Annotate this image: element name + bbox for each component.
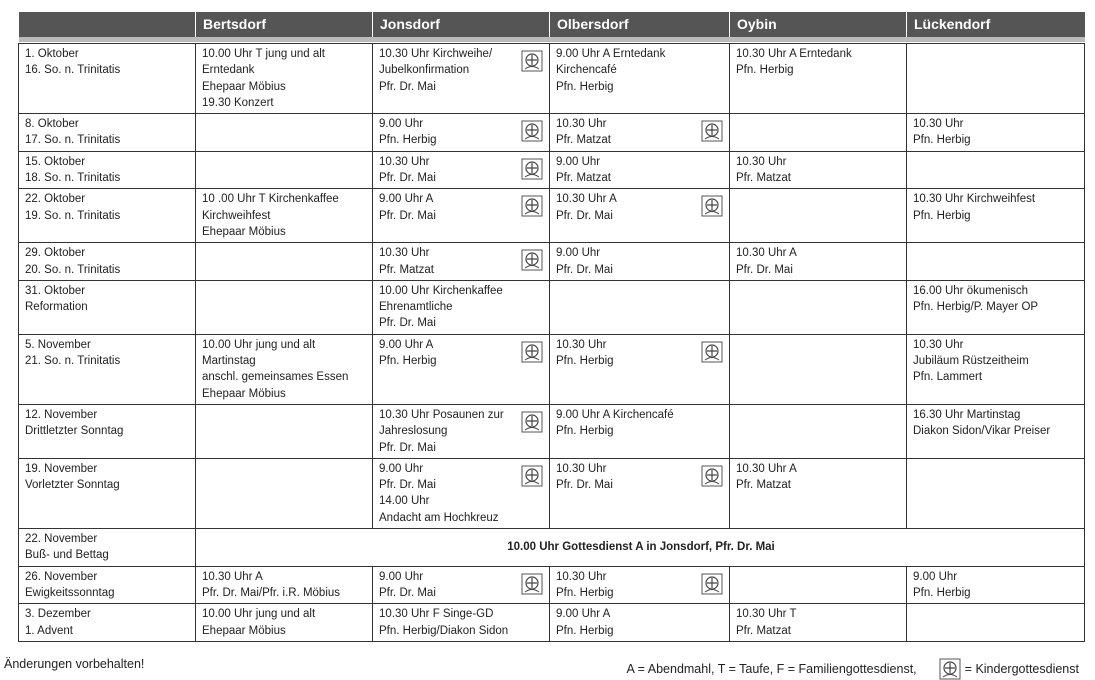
cell-olbersdorf <box>550 114 730 152</box>
date-label: 5. November <box>25 338 91 351</box>
cell-bertsdorf <box>196 458 373 528</box>
service-line: Kirchweihfest <box>202 209 271 222</box>
cell-oybin <box>730 566 907 604</box>
service-line: Pfr. Dr. Mai <box>379 586 436 599</box>
service-line: 10.00 Uhr jung und alt <box>202 338 316 351</box>
kindergottesdienst-icon <box>521 341 543 363</box>
service-line: Pfr. Dr. Mai <box>379 317 436 330</box>
table-row <box>19 44 1085 114</box>
cell-olbersdorf <box>550 404 730 458</box>
service-line: Pfr. Matzat <box>556 172 611 185</box>
sunday-name: Vorletzter Sonntag <box>25 479 120 492</box>
cell-jonsdorf <box>373 566 550 604</box>
cell-oybin <box>730 243 907 281</box>
kindergottesdienst-icon <box>701 573 723 595</box>
cell-lueckendorf <box>907 151 1085 189</box>
service-line: Ehepaar Möbius <box>202 387 286 400</box>
service-line: 10.30 Uhr A <box>202 570 263 583</box>
service-line: 9.00 Uhr A Erntedank <box>556 48 666 60</box>
cell-bertsdorf <box>196 566 373 604</box>
service-line: 19.30 Konzert <box>202 96 274 109</box>
sunday-name: 1. Advent <box>25 624 73 637</box>
date-cell <box>19 458 196 528</box>
cell-olbersdorf <box>550 334 730 404</box>
cell-lueckendorf <box>907 458 1085 528</box>
service-line: 10.30 Uhr A <box>736 462 797 475</box>
date-cell <box>19 151 196 189</box>
table-row <box>19 404 1085 458</box>
service-line: Martinstag <box>202 355 256 368</box>
service-line: Pfr. Matzat <box>736 479 791 492</box>
service-line: Pfn. Herbig <box>913 586 971 599</box>
date-cell <box>19 604 196 642</box>
service-line: Diakon Sidon/Vikar Preiser <box>913 425 1051 438</box>
cell-lueckendorf <box>907 404 1085 458</box>
service-line: Jahreslosung <box>379 425 448 438</box>
kindergottesdienst-icon <box>701 120 723 142</box>
service-line: 10.30 Uhr <box>379 247 430 260</box>
date-label: 3. Dezember <box>25 608 91 621</box>
service-line: Pfn. Herbig <box>556 80 614 93</box>
service-line: Pfr. Matzat <box>736 172 791 185</box>
service-line: 9.00 Uhr A <box>379 193 434 206</box>
table-row <box>19 189 1085 243</box>
date-label: 12. November <box>25 408 98 421</box>
service-line: Pfn. Herbig <box>556 355 614 368</box>
service-line: 9.00 Uhr <box>379 462 424 475</box>
sunday-name: 21. So. n. Trinitatis <box>25 355 121 368</box>
cell-olbersdorf <box>550 151 730 189</box>
cell-bertsdorf <box>196 280 373 334</box>
service-line: 10.30 Uhr <box>556 118 607 131</box>
cell-bertsdorf <box>196 334 373 404</box>
cell-oybin <box>730 604 907 642</box>
cell-jonsdorf <box>373 458 550 528</box>
header-row <box>19 12 1085 37</box>
cell-bertsdorf <box>196 604 373 642</box>
service-line: Pfn. Herbig <box>379 134 437 147</box>
cell-jonsdorf <box>373 604 550 642</box>
service-line: Andacht am Hochkreuz <box>379 511 499 524</box>
service-line: Ehepaar Möbius <box>202 80 286 93</box>
service-line: Pfn. Herbig <box>736 64 794 77</box>
table-row <box>19 114 1085 152</box>
cell-oybin <box>730 404 907 458</box>
cell-bertsdorf <box>196 189 373 243</box>
legend-kindergottesdienst: = Kindergottesdienst <box>964 662 1079 676</box>
service-line: 10.30 Uhr A Erntedank <box>736 48 852 60</box>
service-line: 9.00 Uhr <box>379 570 424 583</box>
cell-bertsdorf <box>196 114 373 152</box>
service-line: 16.30 Uhr Martinstag <box>913 408 1021 421</box>
service-line: Pfn. Herbig <box>556 425 614 438</box>
kindergottesdienst-icon <box>939 658 961 680</box>
table-row <box>19 334 1085 404</box>
date-cell <box>19 44 196 114</box>
service-line: 9.00 Uhr <box>913 570 958 583</box>
merged-service-cell: 10.00 Uhr Gottesdienst A in Jonsdorf, Pfr. Dr. Mai <box>196 529 1085 567</box>
cell-jonsdorf <box>373 151 550 189</box>
service-line: 10.30 Uhr Kirchweihe/ <box>379 48 493 60</box>
cell-olbersdorf <box>550 243 730 281</box>
service-line: Pfr. Dr. Mai <box>556 479 613 492</box>
cell-oybin <box>730 189 907 243</box>
date-cell <box>19 243 196 281</box>
cell-olbersdorf <box>550 566 730 604</box>
cell-lueckendorf <box>907 44 1085 114</box>
service-line: 10.30 Uhr T <box>736 608 797 621</box>
sunday-name: Reformation <box>25 301 88 314</box>
service-line: Pfr. Dr. Mai <box>379 209 436 222</box>
cell-olbersdorf <box>550 189 730 243</box>
service-line: Pfn. Herbig <box>913 209 971 222</box>
cell-lueckendorf <box>907 604 1085 642</box>
table-row <box>19 529 1085 567</box>
date-cell <box>19 566 196 604</box>
service-line: Pfr. Dr. Mai <box>379 172 436 185</box>
service-line: Pfr. Dr. Mai/Pfr. i.R. Möbius <box>202 586 341 599</box>
service-line: 9.00 Uhr A Kirchencafé <box>556 408 674 421</box>
footer-note: Änderungen vorbehalten! <box>4 657 145 671</box>
cell-oybin <box>730 114 907 152</box>
service-line: 10.00 Uhr jung und alt <box>202 608 316 621</box>
cell-jonsdorf <box>373 280 550 334</box>
service-line: 9.00 Uhr <box>556 155 601 168</box>
kindergottesdienst-icon <box>701 341 723 363</box>
service-line: Ehepaar Möbius <box>202 624 286 637</box>
table-row <box>19 280 1085 334</box>
date-cell <box>19 280 196 334</box>
service-line: 10.30 Uhr <box>913 338 964 351</box>
kindergottesdienst-icon <box>521 158 543 180</box>
kindergottesdienst-icon <box>521 249 543 271</box>
service-line: Pfn. Herbig <box>379 355 437 368</box>
date-cell <box>19 189 196 243</box>
kindergottesdienst-icon <box>521 120 543 142</box>
service-line: 9.00 Uhr A <box>556 608 611 621</box>
service-line: Pfr. Dr. Mai <box>736 263 793 276</box>
sunday-name: Drittletzter Sonntag <box>25 425 124 438</box>
cell-lueckendorf <box>907 114 1085 152</box>
cell-jonsdorf <box>373 243 550 281</box>
service-line: 10.30 Uhr F Singe-GD <box>379 608 494 621</box>
service-line: Pfn. Herbig <box>556 624 614 637</box>
date-label: 22. November <box>25 533 98 546</box>
header-oybin: Oybin <box>730 12 907 37</box>
date-label: 8. Oktober <box>25 118 79 131</box>
cell-olbersdorf <box>550 458 730 528</box>
cell-jonsdorf <box>373 114 550 152</box>
sunday-name: 20. So. n. Trinitatis <box>25 263 121 276</box>
kindergottesdienst-icon <box>521 195 543 217</box>
service-line: Pfn. Herbig <box>556 586 614 599</box>
cell-oybin <box>730 334 907 404</box>
date-label: 31. Oktober <box>25 284 86 297</box>
header-jonsdorf: Jonsdorf <box>373 12 550 37</box>
service-line: Ehepaar Möbius <box>202 225 286 238</box>
sunday-name: 17. So. n. Trinitatis <box>25 134 121 147</box>
cell-bertsdorf <box>196 404 373 458</box>
kindergottesdienst-icon <box>521 465 543 487</box>
cell-oybin <box>730 458 907 528</box>
date-label: 1. Oktober <box>25 48 79 60</box>
sunday-name: 18. So. n. Trinitatis <box>25 172 121 185</box>
sunday-name: 19. So. n. Trinitatis <box>25 209 121 222</box>
service-line: Pfr. Dr. Mai <box>556 263 613 276</box>
service-line: 9.00 Uhr <box>379 118 424 131</box>
service-line: 9.00 Uhr <box>556 247 601 260</box>
kindergottesdienst-icon <box>521 573 543 595</box>
header-date <box>19 12 196 37</box>
cell-jonsdorf <box>373 189 550 243</box>
service-line: 10 .00 Uhr T Kirchenkaffee <box>202 193 339 206</box>
service-line: 16.00 Uhr ökumenisch <box>913 284 1029 297</box>
cell-lueckendorf <box>907 334 1085 404</box>
date-cell <box>19 529 196 567</box>
cell-jonsdorf <box>373 44 550 114</box>
service-schedule-table <box>18 12 1085 642</box>
service-line: Jubelkonfirmation <box>379 64 470 77</box>
cell-oybin <box>730 44 907 114</box>
cell-jonsdorf <box>373 334 550 404</box>
cell-lueckendorf <box>907 280 1085 334</box>
service-line: Pfr. Dr. Mai <box>379 80 436 93</box>
date-cell <box>19 114 196 152</box>
service-line: Erntedank <box>202 64 255 77</box>
header-bertsdorf: Bertsdorf <box>196 12 373 37</box>
service-line: 10.00 Uhr T jung und alt <box>202 48 325 60</box>
date-label: 26. November <box>25 570 98 583</box>
date-label: 22. Oktober <box>25 193 86 206</box>
cell-jonsdorf <box>373 404 550 458</box>
service-line: Pfr. Matzat <box>736 624 791 637</box>
service-line: 10.30 Uhr Posaunen zur <box>379 408 504 421</box>
table-row <box>19 151 1085 189</box>
table-row <box>19 243 1085 281</box>
service-line: 10.30 Uhr Kirchweihfest <box>913 193 1036 206</box>
service-line: Kirchencafé <box>556 64 617 77</box>
cell-olbersdorf <box>550 280 730 334</box>
sunday-name: Ewigkeitssonntag <box>25 586 115 599</box>
service-line: Pfn. Herbig/Diakon Sidon <box>379 624 509 637</box>
service-line: 10.30 Uhr A <box>556 193 617 206</box>
date-label: 19. November <box>25 462 98 475</box>
legend-text: A = Abendmahl, T = Taufe, F = Familiengottesdienst, <box>626 662 917 676</box>
service-line: Pfn. Herbig <box>913 134 971 147</box>
kindergottesdienst-icon <box>521 411 543 433</box>
cell-lueckendorf <box>907 189 1085 243</box>
kindergottesdienst-icon <box>701 195 723 217</box>
service-line: 10.00 Uhr Kirchenkaffee <box>379 284 503 297</box>
sunday-name: 16. So. n. Trinitatis <box>25 64 121 77</box>
cell-lueckendorf <box>907 243 1085 281</box>
service-line: 10.30 Uhr <box>556 462 607 475</box>
date-label: 29. Oktober <box>25 247 86 260</box>
cell-bertsdorf <box>196 151 373 189</box>
kindergottesdienst-icon <box>521 50 543 72</box>
cell-olbersdorf <box>550 604 730 642</box>
service-line: Pfr. Matzat <box>379 263 434 276</box>
service-line: Pfr. Matzat <box>556 134 611 147</box>
header-olbersdorf: Olbersdorf <box>550 12 730 37</box>
service-line: anschl. gemeinsames Essen <box>202 371 349 384</box>
table-row <box>19 566 1085 604</box>
service-line: 14.00 Uhr <box>379 495 430 508</box>
cell-oybin <box>730 151 907 189</box>
table-row <box>19 604 1085 642</box>
date-cell <box>19 404 196 458</box>
cell-bertsdorf <box>196 243 373 281</box>
service-line: 9.00 Uhr A <box>379 338 434 351</box>
cell-oybin <box>730 280 907 334</box>
service-line: Ehrenamtliche <box>379 301 453 314</box>
sunday-name: Buß- und Bettag <box>25 549 109 562</box>
service-line: 10.30 Uhr <box>379 155 430 168</box>
service-line: 10.30 Uhr <box>556 338 607 351</box>
table-row <box>19 458 1085 528</box>
service-line: 10.30 Uhr <box>556 570 607 583</box>
service-line: Pfn. Herbig/P. Mayer OP <box>913 301 1039 314</box>
kindergottesdienst-icon <box>701 465 723 487</box>
footer-legend <box>627 658 1079 680</box>
cell-olbersdorf <box>550 44 730 114</box>
service-line: 10.30 Uhr A <box>736 247 797 260</box>
service-line: Pfr. Dr. Mai <box>379 441 436 454</box>
cell-bertsdorf <box>196 44 373 114</box>
service-line: Jubiläum Rüstzeitheim <box>913 355 1029 368</box>
service-line: Pfr. Dr. Mai <box>556 209 613 222</box>
service-line: Pfr. Dr. Mai <box>379 479 436 492</box>
service-line: 10.30 Uhr <box>736 155 787 168</box>
date-cell <box>19 334 196 404</box>
cell-lueckendorf <box>907 566 1085 604</box>
service-line: 10.30 Uhr <box>913 118 964 131</box>
date-label: 15. Oktober <box>25 155 86 168</box>
service-line: Pfn. Lammert <box>913 371 983 384</box>
header-lueckendorf: Lückendorf <box>907 12 1085 37</box>
